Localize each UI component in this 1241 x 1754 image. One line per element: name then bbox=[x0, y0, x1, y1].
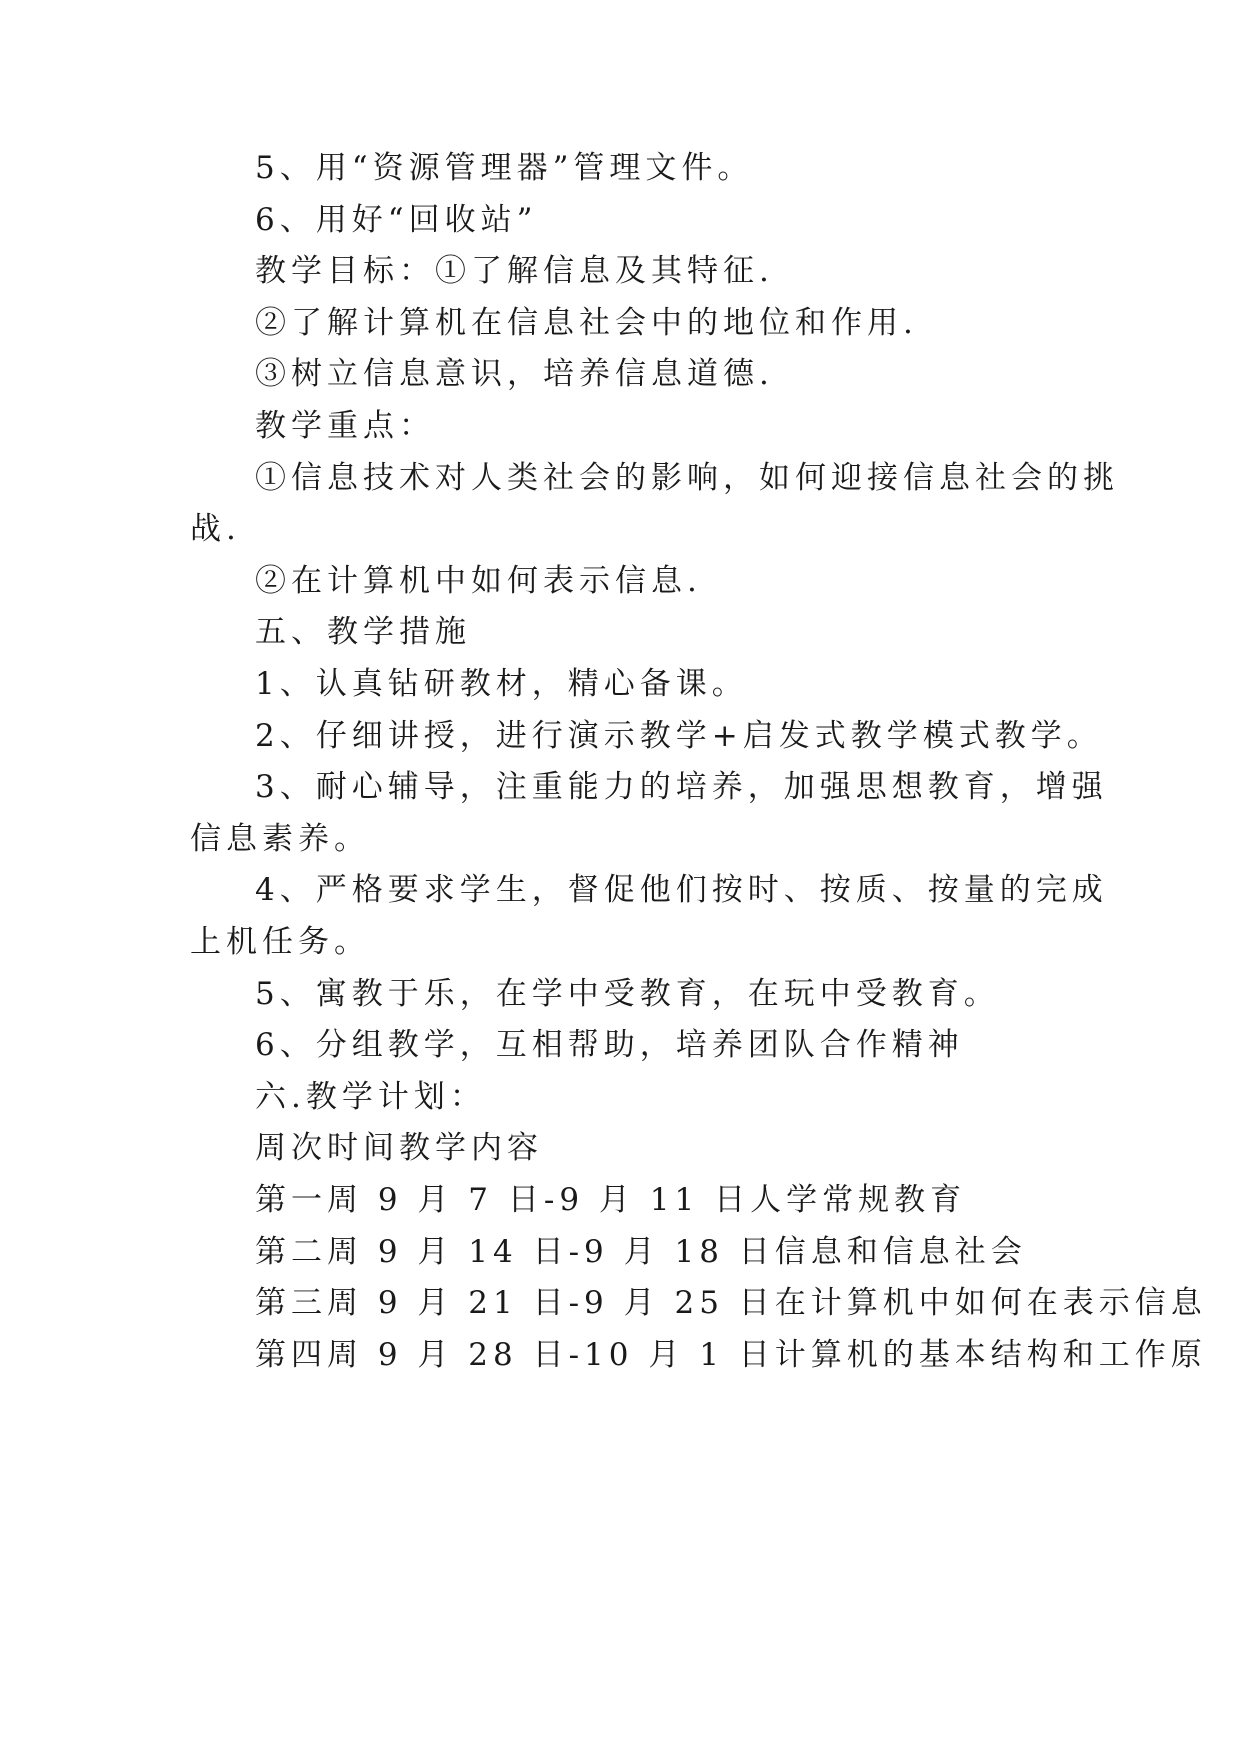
text-line: 6、用好“回收站” bbox=[255, 202, 538, 238]
text-line: 1、认真钻研教材，精心备课。 bbox=[255, 666, 748, 702]
text-line: 教学重点： bbox=[255, 408, 435, 444]
text-line: 第三周 9 月 21 日-9 月 25 日在计算机中如何在表示信息 bbox=[255, 1285, 1207, 1321]
text-line: 5、寓教于乐，在学中受教育，在玩中受教育。 bbox=[255, 976, 1000, 1012]
text-line: 五、教学措施 bbox=[255, 614, 471, 650]
text-line: 第二周 9 月 14 日-9 月 18 日信息和信息社会 bbox=[255, 1234, 1027, 1270]
text-line: ②了解计算机在信息社会中的地位和作用. bbox=[255, 305, 918, 341]
text-line: 战. bbox=[190, 511, 241, 547]
text-line: 周次时间教学内容 bbox=[255, 1130, 543, 1166]
text-line: 六.教学计划： bbox=[255, 1079, 486, 1115]
text-line: 教学目标：①了解信息及其特征. bbox=[255, 253, 774, 289]
text-line: ①信息技术对人类社会的影响，如何迎接信息社会的挑 bbox=[255, 460, 1119, 496]
text-line: 第一周 9 月 7 日-9 月 11 日人学常规教育 bbox=[255, 1182, 967, 1218]
text-line: ③树立信息意识，培养信息道德. bbox=[255, 356, 774, 392]
text-line: 5、用“资源管理器”管理文件。 bbox=[255, 150, 754, 186]
text-line: 第四周 9 月 28 日-10 月 1 日计算机的基本结构和工作原 bbox=[255, 1337, 1207, 1373]
text-line: 上机任务。 bbox=[190, 924, 370, 960]
text-line: 6、分组教学，互相帮助，培养团队合作精神 bbox=[255, 1027, 964, 1063]
text-line: 信息素养。 bbox=[190, 821, 370, 857]
text-line: ②在计算机中如何表示信息. bbox=[255, 563, 702, 599]
text-line: 3、耐心辅导，注重能力的培养，加强思想教育，增强 bbox=[255, 769, 1108, 805]
text-line: 4、严格要求学生，督促他们按时、按质、按量的完成 bbox=[255, 872, 1108, 908]
text-line: 2、仔细讲授，进行演示教学+启发式教学模式教学。 bbox=[255, 718, 1103, 754]
